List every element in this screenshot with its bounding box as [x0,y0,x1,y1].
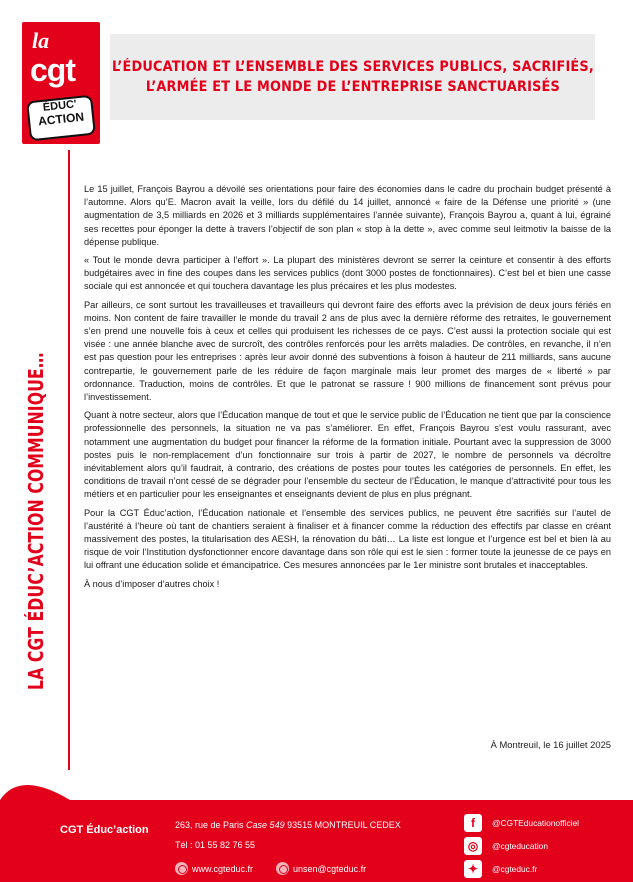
globe-icon [175,862,188,875]
title-banner [110,34,595,120]
footer-phone: Tél : 01 55 82 76 55 [175,840,256,850]
paragraph-5: Pour la CGT Éduc’action, l’Éducation nationale et l’ensemble des services publics, ne peuvent être sacrifiés sur l’autel de l’austérité à l’heure où tant de chantiers seraient à finaliser et à financer comme la réduction des effectifs par classe en créant massivement des postes, la titularisation des AESH, la rénovation du bâti… La liste est longue et l’urgence est bel et bien là au risque de voir l’Institution dysfonctionner encore davantage dans son rôle qui est le sien : former toute la jeunesse de ce pays en lui offrant une éducation solide et émancipatrice. Ces mesures annoncées par le 1er ministre sont brutales et inacceptables. [84,507,611,571]
social-icon: ✦ [464,860,482,878]
instagram-icon: ◎ [464,837,482,855]
logo-la: la [32,28,50,53]
facebook-icon: f [464,814,482,832]
footer-email[interactable]: unsen@cgteduc.fr [276,862,366,875]
signoff: À Montreuil, le 16 juillet 2025 [490,739,611,750]
footer-org-name: CGT Éduc’action [60,824,149,836]
title-line-1: L’ÉDUCATION ET L’ENSEMBLE DES SERVICES PUBLICS, SACRIFIÉS, [111,59,594,75]
paragraph-1: Le 15 juillet, François Bayrou a dévoilé ses orientations pour faire des économies dans le cadre du prochain budget présenté à l’automne. Alors qu’E. Macron avait la veille, lors du défilé du 14 juillet, annoncé « faire de la Défense une priorité » (une augmentation de 3,5 milliards en 2026 et 3 milliards supplémentaires l’année suivante), François Bayrou a, quant à lui, égrainé ses recettes pour éponger la dette à travers l’objectif de son plan « stop à la dette », avec comme seul leitmotiv la baisse de la dépense publique. [84,184,611,247]
side-banner-text: LA CGT ÉDUC’ACTION COMMUNIQUE… [24,352,48,690]
paragraph-6: À nous d’imposer d’autres choix ! [84,578,220,589]
logo-badge-line2: ACTION [37,109,85,129]
paragraph-3: Par ailleurs, ce sont surtout les travailleuses et travailleurs qui devront faire des efforts avec la prévision de deux jours fériés en moins. Non content de faire travailler le monde du travail 2 ans de plus avec la dernière réforme des retraites, le gouvernement s’en prend une nouvelle fois à ceux et celles qui produisent les richesses de ce pays. C’est aussi la protection sociale qui est visée : une année blanche avec de surcroît, des contrôles renforcés pour les arrêts maladies. De contrôles, en revanche, il n’en est pas question pour les entreprises : après leur avoir donné des subventions à foison à hauteur de 211 milliards, sans aucune contrepartie, le gouvernement parle de les réduire de façon marginale mais leur promet des marges de « liberté » par ordonnance. Traduction, moins de contrôles. Et que le patronat se rassure ! 900 millions de financement sont prévus pour l’investissement. [84,299,611,403]
footer-website[interactable]: www.cgteduc.fr [175,862,253,875]
footer-instagram[interactable]: ◎ @cgteducation [464,837,548,855]
logo-cgt: cgt [30,52,75,88]
footer [0,800,633,882]
footer-social-other[interactable]: ✦ @cgteduc.fr [464,860,537,878]
cgt-logo [22,22,100,144]
paragraph-4: Quant à notre secteur, alors que l’Éducation manque de tout et que le service public de l’Éducation ne tient que par la conscience professionnelle des personnels, la situation ne va pas s’améliorer. En effet, François Bayrou s’est voulu rassurant, avec notamment une augmentation du budget pour financer la réforme de la formation initiale. Pourtant avec la suppression de 3000 postes puis le non-remplacement d’un fonctionnaire sur trois à partir de 2027, le nombre de personnels va décroître inévitablement alors qu’il faudrait, à contrario, des créations de postes pour toutes les catégories de personnels. En effet, les conditions de travail n’ont cessé de se dégrader pour l’ensemble du secteur de l’Éducation, le manque d’attractivité pour tous les métiers et en particulier pour les enseignantes et enseignants devient de plus en plus prégnant. [84,410,611,500]
mail-icon [276,862,289,875]
footer-wave-shape [0,770,70,830]
footer-address: 263, rue de Paris Case 549 93515 MONTREUIL CEDEX [175,820,401,830]
title-line-2: L’ARMÉE ET LE MONDE DE L’ENTREPRISE SANCTUARISÉS [145,79,560,95]
communique-body [84,183,611,750]
vertical-divider [68,150,70,770]
footer-facebook[interactable]: f @CGTEducationofficiel [464,814,579,832]
logo-badge [26,95,96,142]
logo-badge-line1: ÉDUC' [42,98,78,114]
page-title [112,57,594,97]
paragraph-2: « Tout le monde devra participer à l’effort ». La plupart des ministères devront se serrer la ceinture et consentir à des efforts budgétaires avec in fine des coupes dans les services publics (dont 3000 postes de fonctionnaires). C’est bel et bien une casse sociale qui est annoncée et qui touchera davantage les plus précaires et les plus modestes. [84,255,611,292]
